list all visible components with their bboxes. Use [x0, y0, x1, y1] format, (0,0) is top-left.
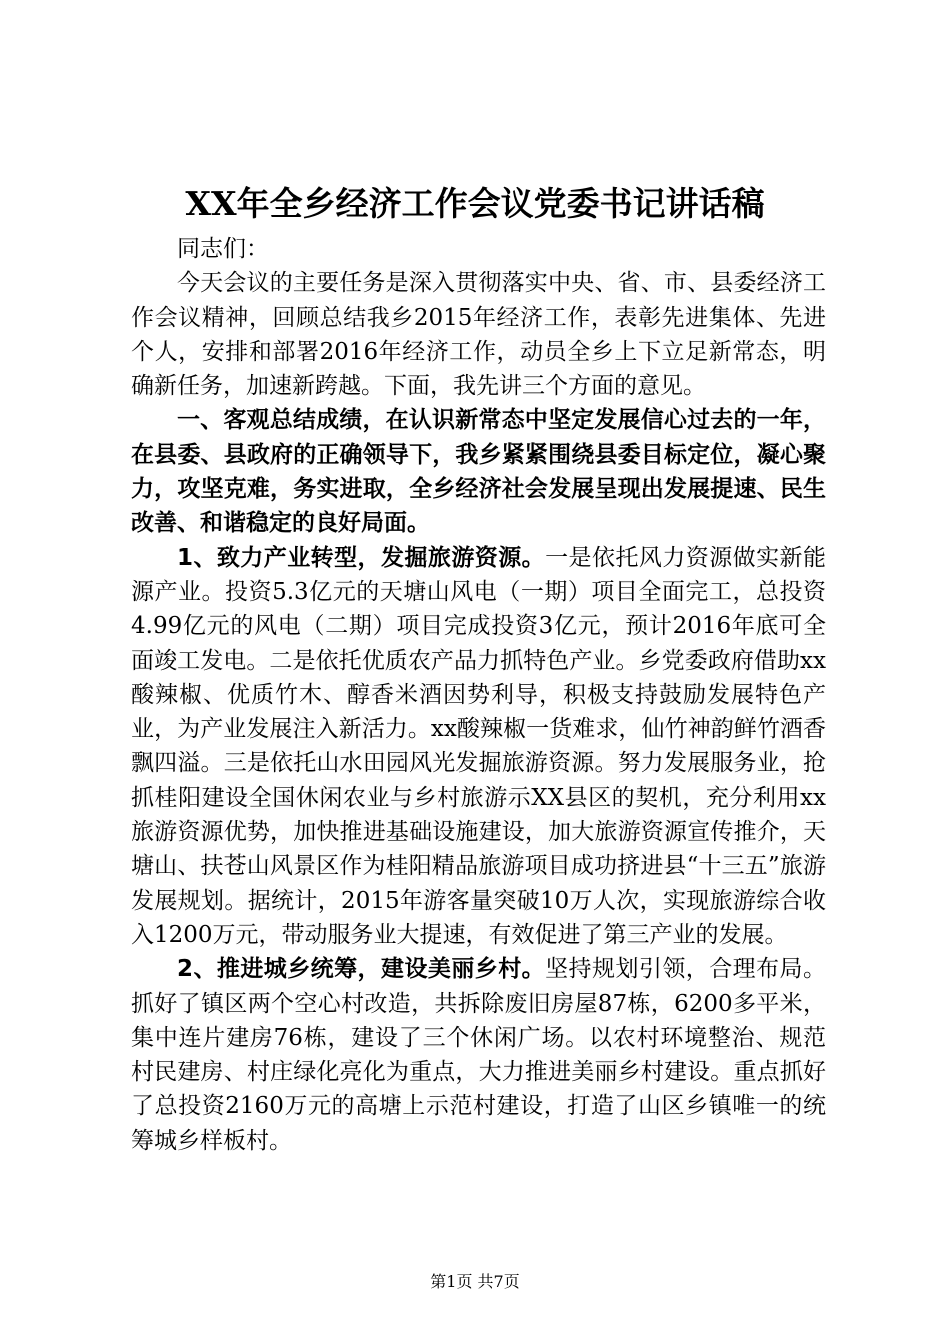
section-1-heading-paragraph: 一、客观总结成绩，在认识新常态中坚定发展信心过去的一年，在县委、县政府的正确领导下，我乡紧紧围绕县委目标定位，凝心聚力，攻坚克难，务实进取，全乡经济社会发展呈现出发展提速、民生改善、和谐稳定的良好局面。 — [131, 407, 826, 537]
item-2-lead: 2、推进城乡统筹，建设美丽乡村。 — [177, 956, 546, 983]
item-1-paragraph — [131, 541, 826, 953]
document-body — [131, 232, 826, 1158]
item-2-paragraph — [131, 952, 826, 1158]
item-1-lead: 1、致力产业转型，发掘旅游资源。 — [177, 544, 546, 571]
page-number-footer: 第1页 共7页 — [430, 1272, 520, 1291]
salutation: 同志们： — [177, 236, 269, 262]
item-2-text: 坚持规划引领，合理布局。抓好了镇区两个空心村改造，共拆除废旧房屋87栋，6200多平米，集中连片建房76栋，建设了三个休闲广场。以农村环境整治、规范村民建房、村庄绿化亮化为重点，大力推进美丽乡村建设。重点抓好了总投资2160万元的高塘上示范村建设，打造了山区乡镇唯一的统筹城乡样板村。 — [131, 956, 826, 1154]
document-title: XX年全乡经济工作会议党委书记讲话稿 — [185, 184, 765, 223]
item-1-text: 一是依托风力资源做实新能源产业。投资5.3亿元的天塘山风电（一期）项目全面完工，总投资4.99亿元的风电（二期）项目完成投资3亿元，预计2016年底可全面竣工发电。二是依托优质农产品力抓特色产业。乡党委政府借助xx酸辣椒、优质竹木、醇香米酒因势利导，积极支持鼓励发展特色产业，为产业发展注入新活力。xx酸辣椒一货难求，仙竹神韵鲜竹酒香飘四溢。三是依托山水田园风光发掘旅游资源。努力发展服务业，抢抓桂阳建设全国休闲农业与乡村旅游示XX县区的契机，充分利用xx旅游资源优势，加快推进基础设施建设，加大旅游资源宣传推介，天塘山、扶苍山风景区作为桂阳精品旅游项目成功挤进县“十三五”旅游发展规划。据统计，2015年游客量突破10万人次，实现旅游综合收入1200万元，带动服务业大提速，有效促进了第三产业的发展。 — [131, 544, 826, 948]
intro-paragraph: 今天会议的主要任务是深入贯彻落实中央、省、市、县委经济工作会议精神，回顾总结我乡2015年经济工作，表彰先进集体、先进个人，安排和部署2016年经济工作，动员全乡上下立足新常态，明确新任务，加速新跨越。下面，我先讲三个方面的意见。 — [131, 270, 826, 400]
